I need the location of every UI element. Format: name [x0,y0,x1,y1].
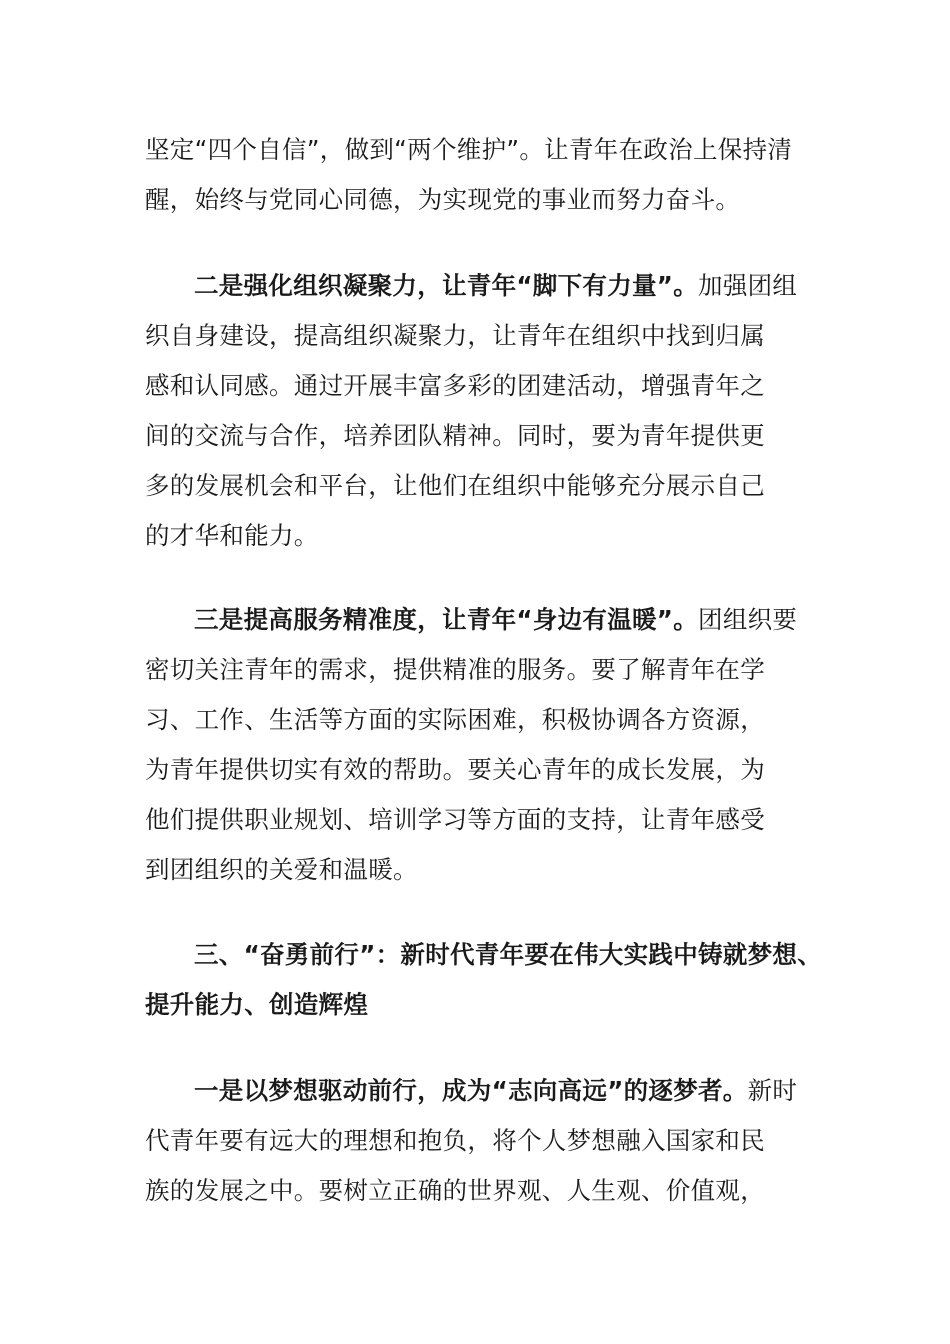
paragraph-first-line [145,261,825,311]
text-line: 他们提供职业规划、培训学习等方面的支持，让青年感受 [145,805,765,834]
text-line: 感和认同感。通过开展丰富多彩的团建活动，增强青年之 [145,371,765,400]
text-line: 醒，始终与党同心同德，为实现党的事业而努力奋斗。 [145,185,741,214]
text-line: 族的发展之中。要树立正确的世界观、人生观、价值观， [145,1176,765,1205]
paragraph-lead-rest: 团组织要 [698,605,798,634]
text-line: 间的交流与合作，培养团队精神。同时，要为青年提供更 [145,421,765,450]
text-line: 代青年要有远大的理想和抱负，将个人梦想融入国家和民 [145,1126,765,1155]
text-line: 为青年提供切实有效的帮助。要关心青年的成长发展，为 [145,755,765,784]
paragraph-lead-rest: 新时 [747,1076,798,1105]
paragraph-intro [145,125,825,225]
text-line: 习、工作、生活等方面的实际困难，积极协调各方资源， [145,705,765,734]
text-line: 坚定“四个自信”，做到“两个维护”。让青年在政治上保持清 [145,135,793,164]
paragraph-point-three [145,595,825,895]
paragraph-point-two [145,261,825,561]
paragraph-point-one [145,1066,825,1216]
paragraph-lead: 二是强化组织凝聚力，让青年“脚下有力量”。 [194,271,699,300]
text-line: 密切关注青年的需求，提供精准的服务。要了解青年在学 [145,655,765,684]
paragraph-first-line [145,1066,825,1116]
paragraph-lead-rest: 加强团组 [698,271,798,300]
text-line: 的才华和能力。 [145,521,319,550]
paragraph-lead: 一是以梦想驱动前行，成为“志向高远”的逐梦者。 [194,1076,748,1105]
text-line: 织自身建设，提高组织凝聚力，让青年在组织中找到归属 [145,321,765,350]
paragraph-first-line [145,595,825,645]
heading-line: 三、“奋勇前行”：新时代青年要在伟大实践中铸就梦想、 [194,940,823,969]
text-line: 多的发展机会和平台，让他们在组织中能够充分展示自己 [145,471,765,500]
paragraph-lead: 三是提高服务精准度，让青年“身边有温暖”。 [194,605,699,634]
section-heading-three [145,930,825,1030]
text-line: 到团组织的关爱和温暖。 [145,855,418,884]
heading-line: 提升能力、创造辉煌 [145,990,369,1019]
